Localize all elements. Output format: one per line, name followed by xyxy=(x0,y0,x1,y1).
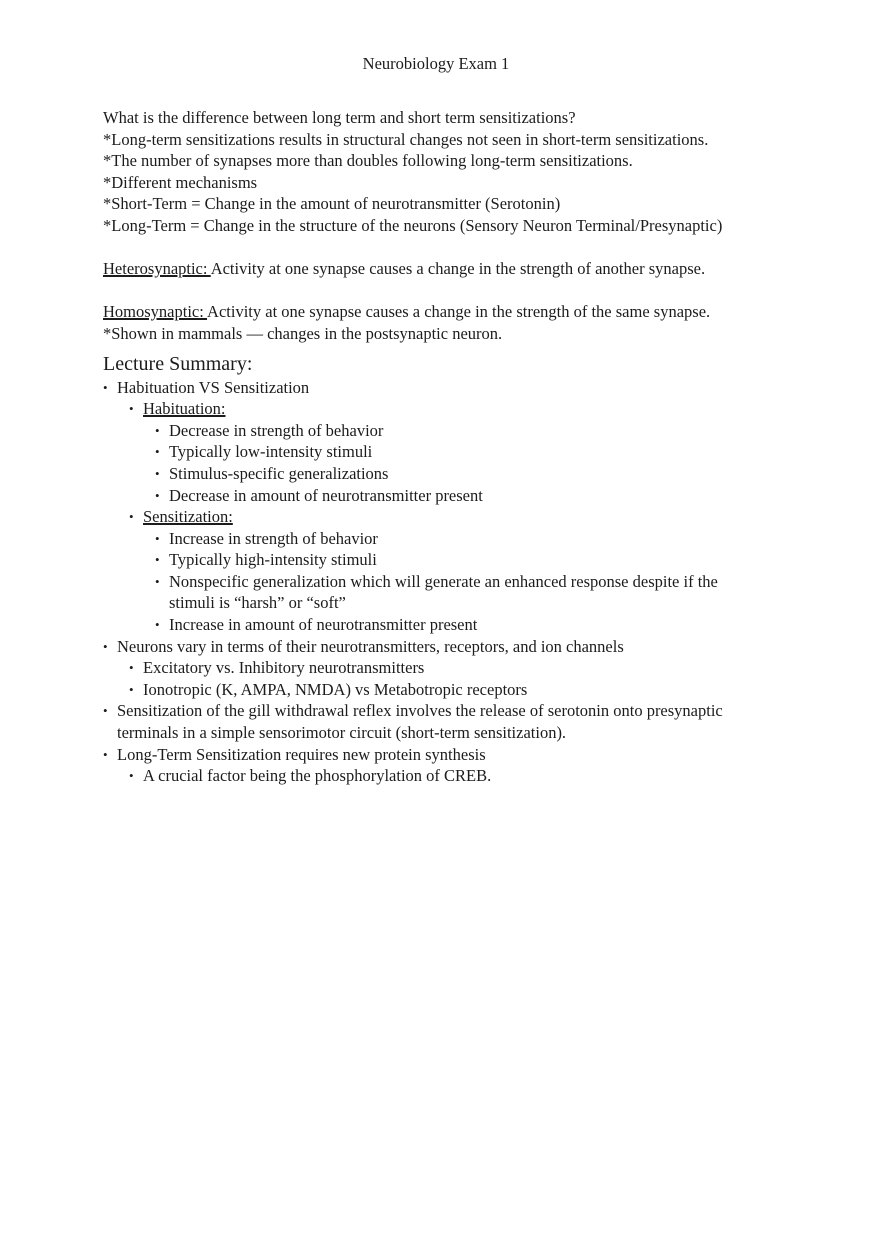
answer-line: *Different mechanisms xyxy=(103,172,258,192)
heterosynaptic-term: Heterosynaptic: xyxy=(103,259,211,279)
question-text: What is the difference between long term and short term sensitizations? xyxy=(103,108,576,127)
list-item: • Long-Term Sensitization requires new protein synthesis • A crucial factor being the phosphorylation of CREB. xyxy=(103,744,803,787)
document-body xyxy=(103,107,803,787)
habituation-heading: • Habituation: xyxy=(143,398,803,420)
list-item: • Typically low-intensity stimuli xyxy=(155,441,803,463)
list-item: • Decrease in strength of behavior xyxy=(155,420,803,442)
list-item: • Nonspecific generalization which will generate an enhanced response despite if the stimuli is “harsh” or “soft” xyxy=(155,571,803,614)
heterosynaptic-definition xyxy=(103,258,803,280)
list-item: • Decrease in amount of neurotransmitter present xyxy=(155,485,803,507)
list-item: • Increase in amount of neurotransmitter present xyxy=(155,614,803,636)
page-title: Neurobiology Exam 1 xyxy=(362,54,510,73)
list-item: • Stimulus-specific generalizations xyxy=(155,463,803,485)
homosynaptic-term: Homosynaptic: xyxy=(103,302,208,322)
list-item: • Increase in strength of behavior xyxy=(155,528,803,550)
list-item xyxy=(129,506,803,636)
answer-line: *Long-Term = Change in the structure of the neurons (Sensory Neuron Terminal/Presynaptic) xyxy=(103,215,723,235)
list-item: • Neurons vary in terms of their neurotransmitters, receptors, and ion channels • Excitatory vs. Inhibitory neurotransmitters • Ionotropic (K, AMPA, NMDA) vs Metabotropic receptors xyxy=(103,636,803,701)
heterosynaptic-text: Activity at one synapse causes a change in the strength of another synapse. xyxy=(210,259,706,279)
homosynaptic-text: Activity at one synapse causes a change in the strength of the same synapse. xyxy=(207,302,711,322)
summary-heading: Lecture Summary: xyxy=(103,352,253,375)
answer-line: *Short-Term = Change in the amount of neurotransmitter (Serotonin) xyxy=(103,194,561,214)
homosynaptic-definition xyxy=(103,301,803,323)
list-item: • Typically high-intensity stimuli xyxy=(155,549,803,571)
sensitization-heading: • Sensitization: xyxy=(143,506,803,528)
summary-list xyxy=(103,377,803,787)
list-item: • A crucial factor being the phosphorylation of CREB. xyxy=(129,765,803,787)
list-item: • Habituation VS Sensitization • Habituation: • Decrease in strength of behavior • Typically low-intensity stimuli • Stimulus-specific generalizations • Decrease in amount of neurotransmitter present • Sensitization: • Increase in strength of behavior • Typically high-intensity stimuli • Nonspecific generalization which will generate an enhanced response despite if the stimuli is “harsh” or “soft” • Increase in amount of neurotransmitter present xyxy=(103,377,803,636)
homosynaptic-note: *Shown in mammals — changes in the postsynaptic neuron. xyxy=(103,323,503,343)
list-item: • Sensitization of the gill withdrawal reflex involves the release of serotonin onto presynaptic terminals in a simple sensorimotor circuit (short-term sensitization). xyxy=(103,700,803,743)
list-item xyxy=(129,398,803,506)
answer-line: *The number of synapses more than doubles following long-term sensitizations. xyxy=(103,151,633,171)
answer-line: *Long-term sensitizations results in structural changes not seen in short-term sensitizations. xyxy=(103,129,709,149)
list-item: • Excitatory vs. Inhibitory neurotransmitters xyxy=(129,657,803,679)
list-item: • Ionotropic (K, AMPA, NMDA) vs Metabotropic receptors xyxy=(129,679,803,701)
